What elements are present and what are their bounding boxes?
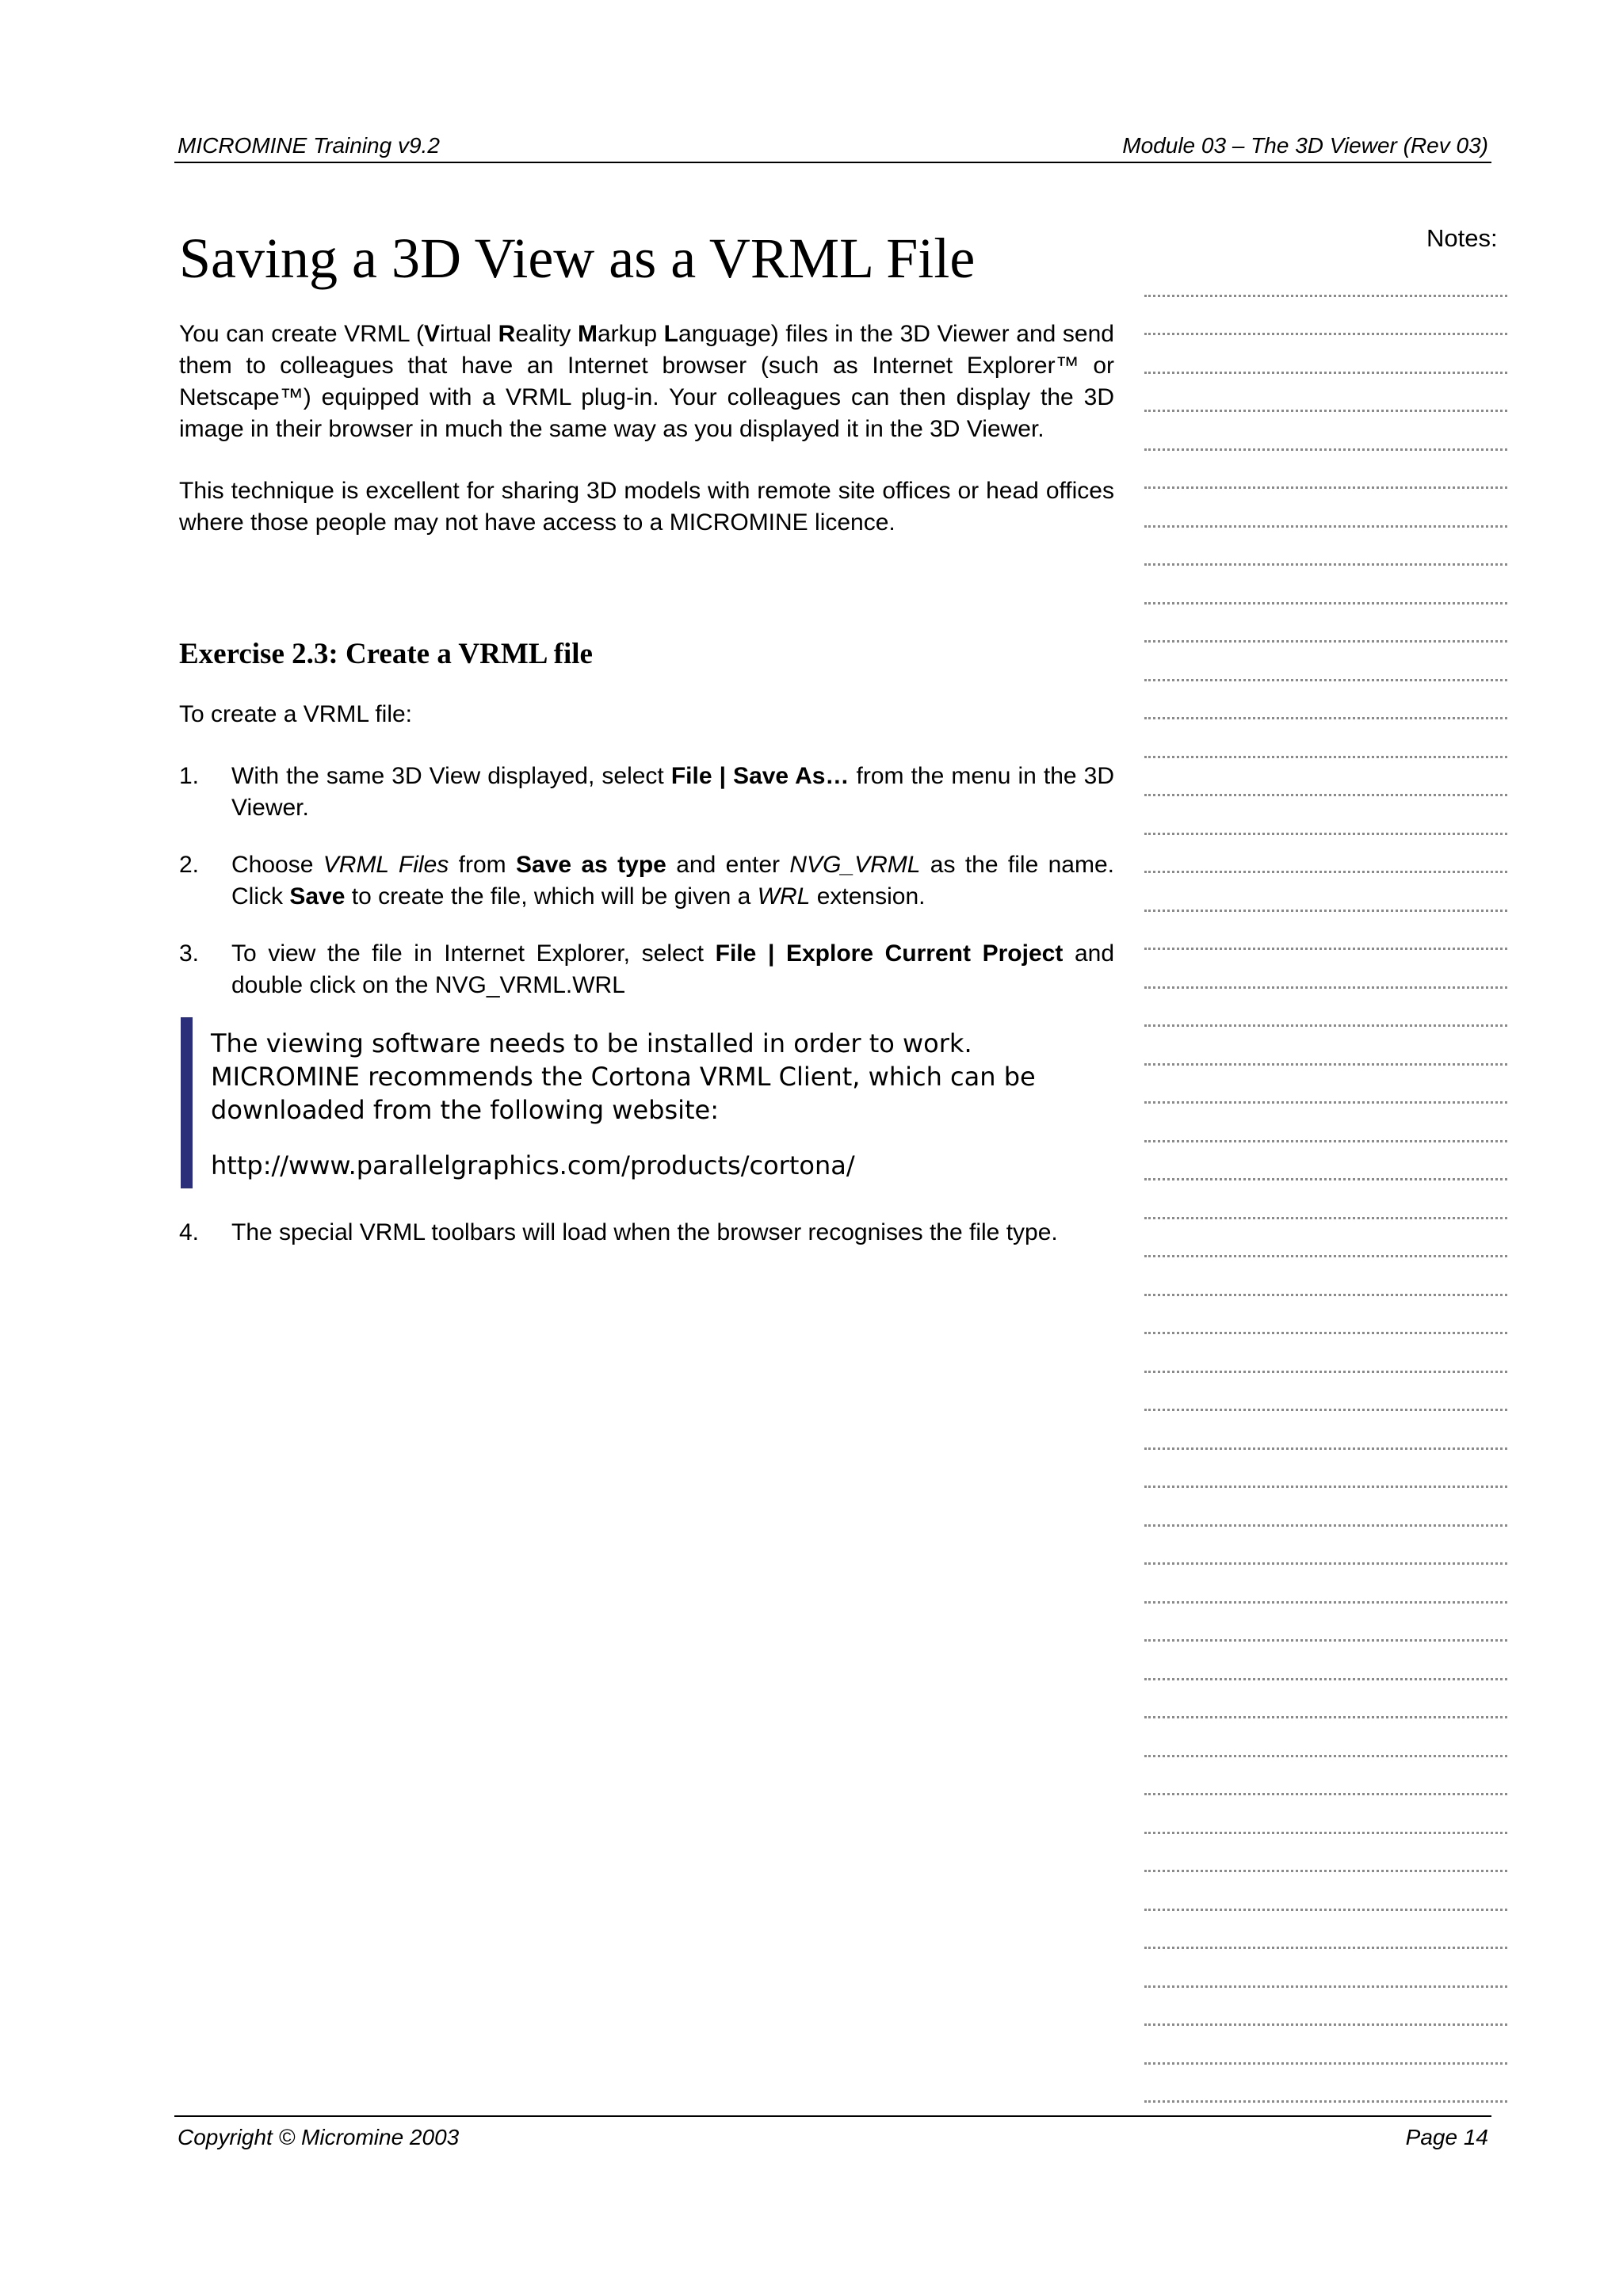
note-line <box>1144 1450 1507 1489</box>
note-line <box>1144 1642 1507 1680</box>
note-url[interactable]: http://www.parallelgraphics.com/products/cortona/ <box>211 1150 855 1181</box>
step-2: 2. Choose VRML Files from Save as type and enter NVG_VRML as the file name. Click Save to create the file, which will be given a WRL extension. <box>179 852 1115 910</box>
footer-page-number: Page 14 <box>1405 2125 1488 2149</box>
note-line <box>1144 451 1507 490</box>
note-line <box>1144 1988 1507 2027</box>
note-line <box>1144 1219 1507 1258</box>
note-line <box>1144 1565 1507 1604</box>
note-line <box>1144 412 1507 451</box>
note-line <box>1144 1527 1507 1566</box>
note-line <box>1144 1604 1507 1642</box>
note-line <box>1144 912 1507 951</box>
note-line <box>1144 1911 1507 1950</box>
intro-paragraph: You can create VRML (Virtual Reality Markup Language) files in the 3D Viewer and send them to colleagues that have an Internet browser (such as Internet Explorer™ or Netscape™) equipped with a VRML plug-in. Your colleagues can then display the 3D image in their browser in much the same way as you displayed it in the 3D Viewer. <box>179 321 1114 442</box>
note-line <box>1144 605 1507 643</box>
page-title: Saving a 3D View as a VRML File <box>179 227 976 290</box>
exercise-intro: To create a VRML file: <box>179 701 413 728</box>
note-line <box>1144 1180 1507 1219</box>
note-line <box>1144 873 1507 912</box>
note-line <box>1144 796 1507 835</box>
note-line <box>1144 643 1507 681</box>
note-line <box>1144 1718 1507 1757</box>
note-line <box>1144 1142 1507 1181</box>
note-callout <box>179 1011 1114 1193</box>
note-line <box>1144 566 1507 605</box>
note-line <box>1144 950 1507 989</box>
notes-label: Notes: <box>1426 224 1498 252</box>
note-line <box>1144 1296 1507 1335</box>
note-line <box>1144 1949 1507 1988</box>
note-line <box>1144 1257 1507 1296</box>
exercise-title: Exercise 2.3: Create a VRML file <box>179 638 593 670</box>
note-line <box>1144 297 1507 336</box>
note-line <box>1144 681 1507 720</box>
step-3: 3. To view the file in Internet Explorer, select File | Explore Current Project and double click on the NVG_VRML.WRL <box>179 940 1115 999</box>
note-line <box>1144 528 1507 566</box>
note-line <box>1144 2026 1507 2065</box>
page-footer <box>174 2115 1491 2149</box>
note-line <box>1144 374 1507 413</box>
note-line <box>1144 1334 1507 1373</box>
note-line <box>1144 758 1507 797</box>
step-1: 1. With the same 3D View displayed, select File | Save As… from the menu in the 3D Viewer. <box>179 763 1114 822</box>
note-line <box>1144 1757 1507 1796</box>
header-left: MICROMINE Training v9.2 <box>178 133 440 158</box>
sharing-paragraph: This technique is excellent for sharing 3D models with remote site offices or head offices where those people may not have access to a MICROMINE licence. <box>179 478 1114 536</box>
note-line <box>1144 989 1507 1028</box>
steps-list <box>179 761 1114 1001</box>
note-line <box>1144 1834 1507 1873</box>
step-4: 4. The special VRML toolbars will load when the browser recognises the file type. <box>179 1219 1058 1246</box>
note-line <box>1144 719 1507 758</box>
note-line <box>1144 2065 1507 2103</box>
page-header <box>174 133 1491 163</box>
note-line <box>1144 1488 1507 1527</box>
note-line <box>1144 1066 1507 1104</box>
note-line <box>1144 1373 1507 1412</box>
note-line <box>1144 1027 1507 1066</box>
main-content <box>179 227 1115 1274</box>
note-line <box>1144 258 1507 297</box>
footer-copyright: Copyright © Micromine 2003 <box>178 2125 460 2149</box>
note-line <box>1144 1411 1507 1450</box>
header-right: Module 03 – The 3D Viewer (Rev 03) <box>1122 133 1488 158</box>
note-line <box>1144 1680 1507 1719</box>
note-text: The viewing software needs to be installed in order to work. MICROMINE recommends the Cortona VRML Client, which can be downloaded from the following website: <box>211 1028 1036 1126</box>
steps-list-continued <box>179 1217 1114 1249</box>
note-line <box>1144 335 1507 374</box>
note-line <box>1144 1104 1507 1142</box>
note-line <box>1144 1872 1507 1911</box>
note-line <box>1144 1795 1507 1834</box>
note-line <box>1144 489 1507 528</box>
notes-lines <box>1144 258 1507 2103</box>
note-line <box>1144 835 1507 874</box>
